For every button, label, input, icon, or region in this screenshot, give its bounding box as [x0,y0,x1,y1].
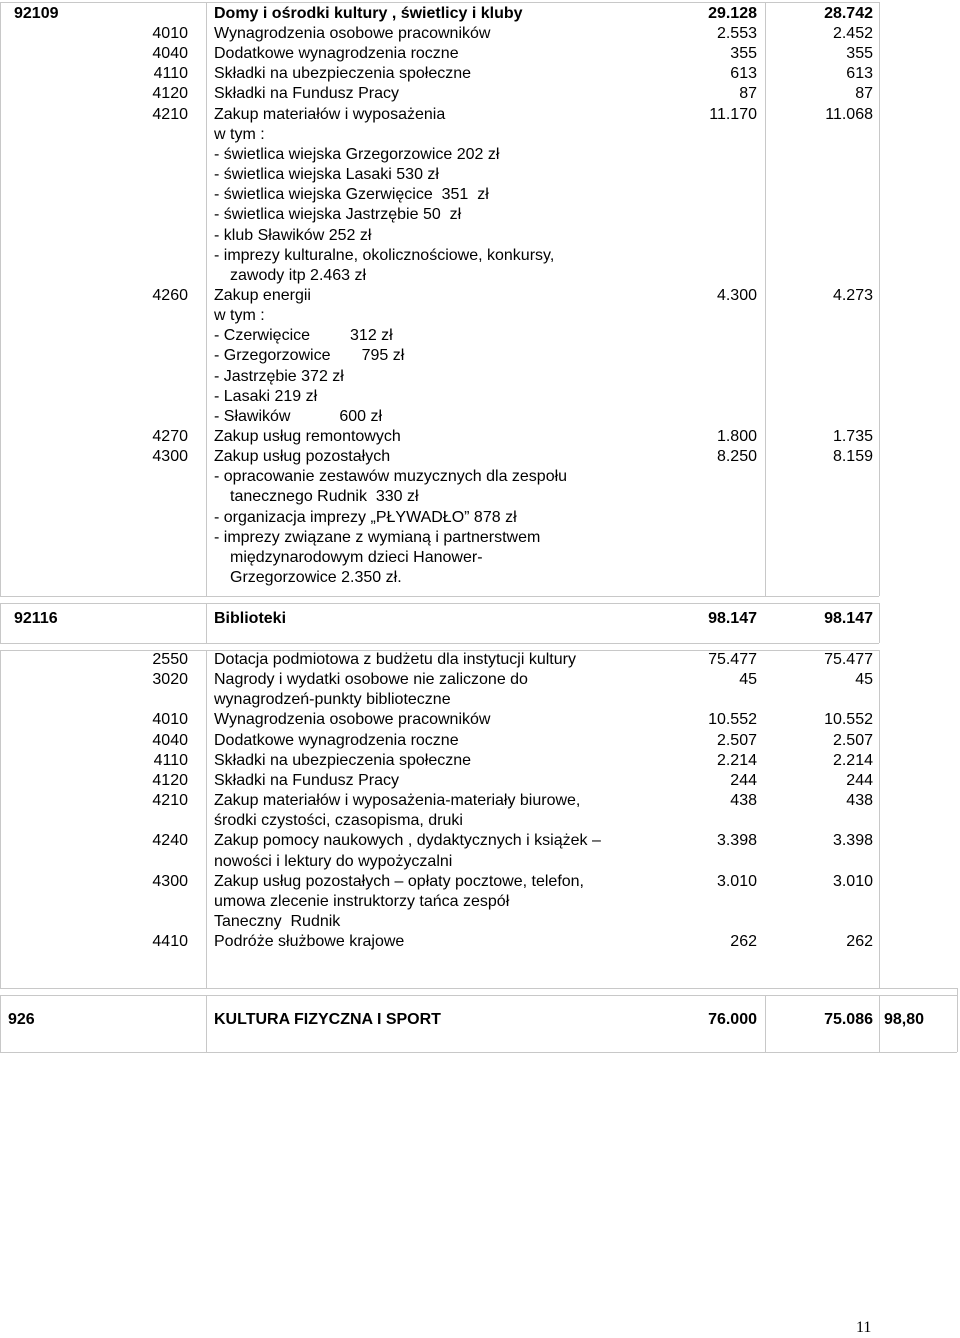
row-plan-amount: 75.477 [708,651,757,668]
page-number: 11 [856,1319,872,1336]
row-description: - Jastrzębie 372 zł [214,367,344,385]
rule [206,650,207,988]
row-description: nowości i lektury do wypożyczalni [214,852,453,870]
row-description: wynagrodzeń-punkty biblioteczne [214,691,451,709]
row-description: zawody itp 2.463 zł [230,266,367,284]
section-title: Biblioteki [214,610,287,627]
row-plan-amount: 1.800 [716,428,757,445]
row-plan-amount: 355 [730,45,757,63]
row-code: 4110 [153,65,188,83]
row-plan-amount: 3.398 [716,832,757,850]
row-plan-amount: 262 [730,933,757,951]
row-description: - Sławików 600 zł [214,407,383,425]
row-plan-amount: 10.552 [708,711,757,729]
row-executed-amount: 4.273 [832,286,873,304]
row-description: - imprezy związane z wymianą i partnerstwem [214,528,541,546]
row-code: 4240 [152,832,188,850]
row-executed-amount: 355 [846,45,873,63]
rule [0,603,879,604]
row-description: - świetlica wiejska Lasaki 530 zł [214,166,439,184]
rule [879,603,880,643]
plan-amount: 29.128 [708,5,757,22]
row-description: środki czystości, czasopisma, druki [214,812,463,830]
rule [765,2,766,596]
plan-amount: 98.147 [708,610,757,627]
row-description: Nagrody i wydatki osobowe nie zaliczone do [214,671,528,689]
row-description: Zakup energii [214,286,311,304]
row-plan-amount: 3.010 [716,872,757,890]
row-description: Wynagrodzenia osobowe pracowników [214,25,491,42]
row-description: Zakup materiałów i wyposażenia-materiały biurowe, [214,792,581,810]
executed-amount: 28.742 [824,5,873,22]
row-plan-amount: 87 [739,85,757,103]
row-code: 4120 [152,85,188,103]
section-title: KULTURA FIZYCZNA I SPORT [214,1011,441,1028]
section-title: Domy i ośrodki kultury , świetlicy i kluby [214,5,523,22]
row-description: Taneczny Rudnik [214,912,341,930]
row-description: Grzegorzowice 2.350 zł. [230,569,402,587]
section-code: 92109 [14,5,59,22]
row-description: w tym : [214,307,265,325]
row-executed-amount: 3.010 [832,872,873,890]
row-executed-amount: 11.068 [825,105,873,123]
row-description: Składki na Fundusz Pracy [214,85,399,103]
rule [0,650,1,988]
row-plan-amount: 11.170 [709,105,757,123]
row-plan-amount: 613 [730,65,757,83]
row-description: tanecznego Rudnik 330 zł [230,488,419,506]
row-description: Zakup usług pozostałych [214,448,391,466]
row-description: Wynagrodzenia osobowe pracowników [214,711,491,729]
rule [206,603,207,643]
row-executed-amount: 262 [846,933,873,951]
row-description: Składki na Fundusz Pracy [214,771,399,789]
row-description: Zakup pomocy naukowych , dydaktycznych i książek – [214,832,601,850]
row-executed-amount: 75.477 [824,651,873,668]
rule [0,603,1,643]
rule [0,2,1,596]
section-code: 92116 [14,610,58,627]
row-code: 4040 [152,45,188,63]
rule [0,995,957,996]
row-plan-amount: 2.214 [716,751,757,769]
executed-amount: 98.147 [824,610,873,627]
row-executed-amount: 1.735 [832,428,873,445]
row-plan-amount: 45 [739,671,757,689]
rule [0,1052,957,1053]
row-executed-amount: 10.552 [824,711,873,729]
rule [206,2,207,596]
percent-executed: 98,80 [884,1011,925,1028]
row-code: 4210 [152,792,188,810]
row-description: Dodatkowe wynagrodzenia roczne [214,731,459,749]
row-code: 4260 [152,286,188,304]
rule [0,995,1,1052]
row-description: - organizacja imprezy „PŁYWADŁO” 878 zł [214,508,517,526]
row-executed-amount: 3.398 [832,832,873,850]
row-executed-amount: 87 [855,85,873,103]
row-executed-amount: 438 [846,792,873,810]
row-code: 4120 [152,771,188,789]
rule [0,988,957,989]
row-description: - Grzegorzowice 795 zł [214,347,405,365]
row-description: - imprezy kulturalne, okolicznościowe, konkursy, [214,246,555,264]
row-plan-amount: 244 [730,771,757,789]
row-description: Dodatkowe wynagrodzenia roczne [214,45,459,63]
rule [0,596,879,597]
row-code: 3020 [152,671,188,689]
rule [0,643,879,644]
row-description: międzynarodowym dzieci Hanower- [230,548,483,566]
row-executed-amount: 244 [846,771,873,789]
row-executed-amount: 2.452 [832,25,873,42]
row-code: 4010 [152,711,188,729]
row-description: - Lasaki 219 zł [214,387,318,405]
row-plan-amount: 4.300 [716,286,757,304]
row-plan-amount: 8.250 [716,448,757,466]
row-code: 4410 [152,933,188,951]
rule [879,2,880,596]
row-code: 4300 [152,448,188,466]
row-code: 2550 [152,651,188,668]
row-code: 4300 [152,872,188,890]
rule [206,995,207,1052]
row-executed-amount: 2.507 [832,731,873,749]
executed-amount: 75.086 [824,1011,873,1028]
row-executed-amount: 45 [855,671,873,689]
row-description: Składki na ubezpieczenia społeczne [214,65,472,83]
row-description: - świetlica wiejska Grzegorzowice 202 zł [214,145,500,163]
row-description: - Czerwięcice 312 zł [214,327,393,345]
plan-amount: 76.000 [708,1011,757,1028]
rule [879,650,880,988]
rule [879,995,880,1052]
row-code: 4270 [152,428,188,445]
row-code: 4010 [152,25,188,42]
row-plan-amount: 438 [730,792,757,810]
row-code: 4040 [152,731,188,749]
row-description: Zakup materiałów i wyposażenia [214,105,446,123]
row-description: Dotacja podmiotowa z budżetu dla instytucji kultury [214,651,576,668]
row-plan-amount: 2.507 [716,731,757,749]
rule [957,988,958,1052]
row-description: Podróże służbowe krajowe [214,933,405,951]
row-description: - świetlica wiejska Jastrzębie 50 zł [214,206,462,224]
row-code: 4210 [152,105,188,123]
row-code: 4110 [153,751,188,769]
row-executed-amount: 8.159 [832,448,873,466]
row-description: umowa zlecenie instruktorzy tańca zespół [214,892,510,910]
row-plan-amount: 2.553 [716,25,757,42]
rule [765,995,766,1052]
row-executed-amount: 613 [846,65,873,83]
row-description: Składki na ubezpieczenia społeczne [214,751,472,769]
section-code: 926 [8,1011,35,1028]
row-description: - opracowanie zestawów muzycznych dla zespołu [214,468,568,486]
row-description: - świetlica wiejska Gzerwięcice 351 zł [214,186,489,204]
row-executed-amount: 2.214 [832,751,873,769]
rule [0,2,879,3]
row-description: - klub Sławików 252 zł [214,226,372,244]
row-description: Zakup usług remontowych [214,428,401,445]
row-description: w tym : [214,125,265,143]
row-description: Zakup usług pozostałych – opłaty pocztowe, telefon, [214,872,584,890]
